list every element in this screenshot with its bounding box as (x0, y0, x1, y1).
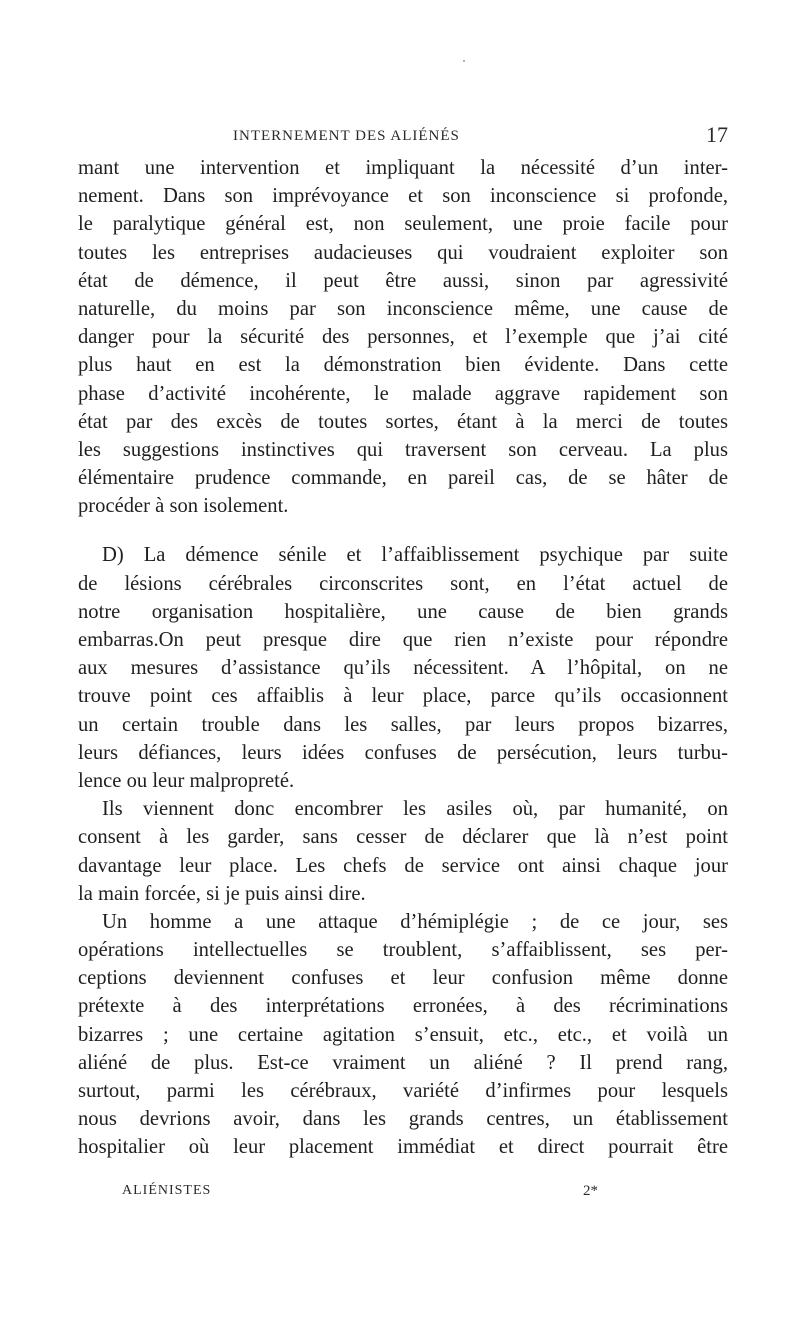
text-line: les suggestions instinctives qui traversent son cerveau. La plus (78, 438, 728, 461)
text-line: le paralytique général est, non seulement, une proie facile pour (78, 213, 728, 236)
text-line: aliéné de plus. Est-ce vraiment un aliéné ? Il prend rang, (78, 1051, 728, 1074)
text-line: nous devrions avoir, dans les grands centres, un établissement (78, 1108, 728, 1131)
text-line: nement. Dans son imprévoyance et son inconscience si profonde, (78, 185, 728, 208)
text-line: aux mesures d’assistance qu’ils nécessitent. A l’hôpital, on ne (78, 657, 728, 680)
text-line: opérations intellectuelles se troublent, s’affaiblissent, ses per- (78, 939, 728, 962)
text-line: D) La démence sénile et l’affaiblissement psychique par suite (102, 544, 728, 567)
text-line: consent à les garder, sans cesser de déclarer que là n’est point (78, 826, 728, 849)
text-line: toutes les entreprises audacieuses qui voudraient exploiter son (78, 241, 728, 264)
text-line: Ils viennent donc encombrer les asiles où, par humanité, on (102, 798, 728, 821)
running-title: INTERNEMENT DES ALIÉNÉS (233, 128, 460, 144)
text-line: de lésions cérébrales circonscrites sont, en l’état actuel de (78, 572, 728, 595)
paragraph-asylums (78, 795, 728, 908)
running-header (78, 120, 728, 154)
signature-footer (78, 1183, 728, 1207)
paragraph-dementia-paralytic (78, 154, 728, 520)
signature-mark: 2* (583, 1183, 598, 1199)
paragraph-senile-dementia (78, 541, 728, 795)
text-line: la main forcée, si je puis ainsi dire. (78, 882, 366, 905)
page-body (78, 154, 728, 1162)
page-number: 17 (706, 122, 728, 147)
text-line: danger pour la sécurité des personnes, et l’exemple que j’ai cité (78, 326, 728, 349)
text-line: état par des excès de toutes sortes, étant à la merci de toutes (78, 410, 728, 433)
text-line: plus haut en est la démonstration bien évidente. Dans cette (78, 354, 728, 377)
text-line: bizarres ; une certaine agitation s’ensuit, etc., etc., et voilà un (78, 1023, 728, 1046)
text-line: trouve point ces affaiblis à leur place, parce qu’ils occasionnent (78, 685, 728, 708)
text-line: mant une intervention et impliquant la nécessité d’un inter- (78, 157, 728, 179)
text-line: un certain trouble dans les salles, par leurs propos bizarres, (78, 713, 728, 736)
paper-speck (463, 60, 465, 62)
text-line: hospitalier où leur placement immédiat et direct pourrait être (78, 1136, 728, 1159)
text-line: leurs défiances, leurs idées confuses de persécution, leurs turbu- (78, 741, 728, 764)
text-line: davantage leur place. Les chefs de service ont ainsi chaque jour (78, 854, 728, 877)
text-line: naturelle, du moins par son inconscience même, une cause de (78, 297, 728, 320)
text-line: Un homme a une attaque d’hémiplégie ; de ce jour, ses (102, 910, 728, 933)
text-line: phase d’activité incohérente, le malade aggrave rapidement son (78, 382, 728, 405)
paragraph-hemiplegia (78, 908, 728, 1162)
text-line: notre organisation hospitalière, une cause de bien grands (78, 600, 728, 623)
signature-label: ALIÉNISTES (122, 1183, 212, 1198)
text-line: lence ou leur malpropreté. (78, 769, 295, 792)
text-line: prétexte à des interprétations erronées, à des récriminations (78, 995, 728, 1018)
text-line: embarras.On peut presque dire que rien n’existe pour répondre (78, 629, 728, 651)
text-line: ceptions deviennent confuses et leur confusion même donne (78, 967, 728, 990)
text-line: élémentaire prudence commande, en pareil cas, de se hâter de (78, 467, 728, 490)
paragraph-gap (78, 520, 728, 541)
text-line: surtout, parmi les cérébraux, variété d’infirmes pour lesquels (78, 1080, 728, 1102)
text-line: état de démence, il peut être aussi, sinon par agressivité (78, 269, 728, 292)
text-line: procéder à son isolement. (78, 495, 289, 518)
